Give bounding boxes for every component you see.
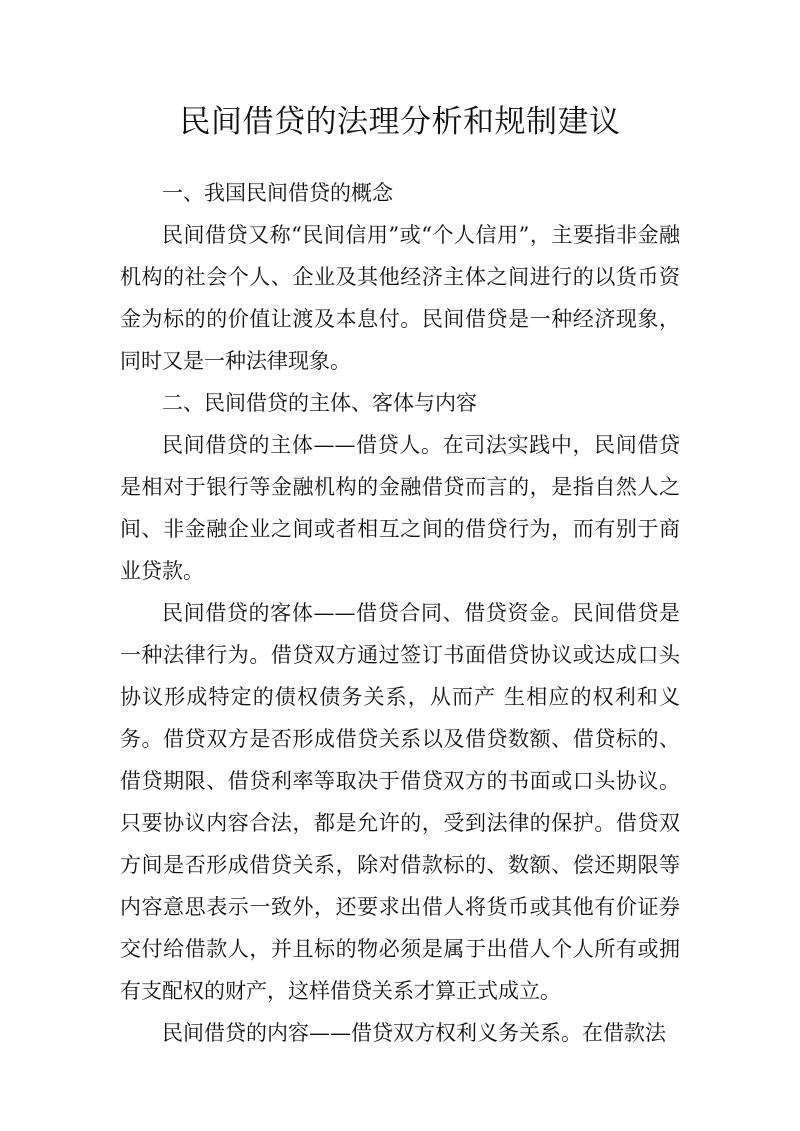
section-heading-1: 一、我国民间借贷的概念 [162, 181, 393, 205]
document-page [120, 92, 680, 1054]
section-heading-2: 二、民间借贷的主体、客体与内容 [162, 391, 477, 415]
paragraph-4: 民间借贷的内容——借贷双方权利义务关系。在借款法 [162, 1021, 666, 1045]
paragraph-2: 民间借贷的主体——借贷人。在司法实践中，民间借贷是相对于银行等金融机构的金融借贷而言的，是指自然人之间、非金融企业之间或者相互之间的借贷行为，而有别于商业贷款。 [120, 433, 680, 583]
paragraph-3: 民间借贷的客体——借贷合同、借贷资金。民间借贷是一种法律行为。借贷双方通过签订书面借贷协议或达成口头协议形成特定的债权债务关系，从而产 生相应的权利和义务。借贷双方是否形成借贷关系以及借贷数额、借贷标的、借贷期限、借贷利率等取决于借贷双方的书面或口头协议。只要协议内容合法，都是允许的，受到法律的保护。借贷双方间是否形成借贷关系，除对借款标的、数额、偿还期限等内容意思表示一致外，还要求出借人将货币或其他有价证券交付给借款人，并且标的物必须是属于出借人个人所有或拥有支配权的财产，这样借贷关系才算正式成立。 [120, 601, 680, 1003]
document-title: 民间借贷的法理分析和规制建议 [179, 104, 621, 140]
paragraph-1: 民间借贷又称“民间信用”或“个人信用”，主要指非金融机构的社会个人、企业及其他经济主体之间进行的以货币资金为标的的价值让渡及本息付。民间借贷是一种经济现象，同时又是一种法律现象。 [120, 223, 680, 373]
